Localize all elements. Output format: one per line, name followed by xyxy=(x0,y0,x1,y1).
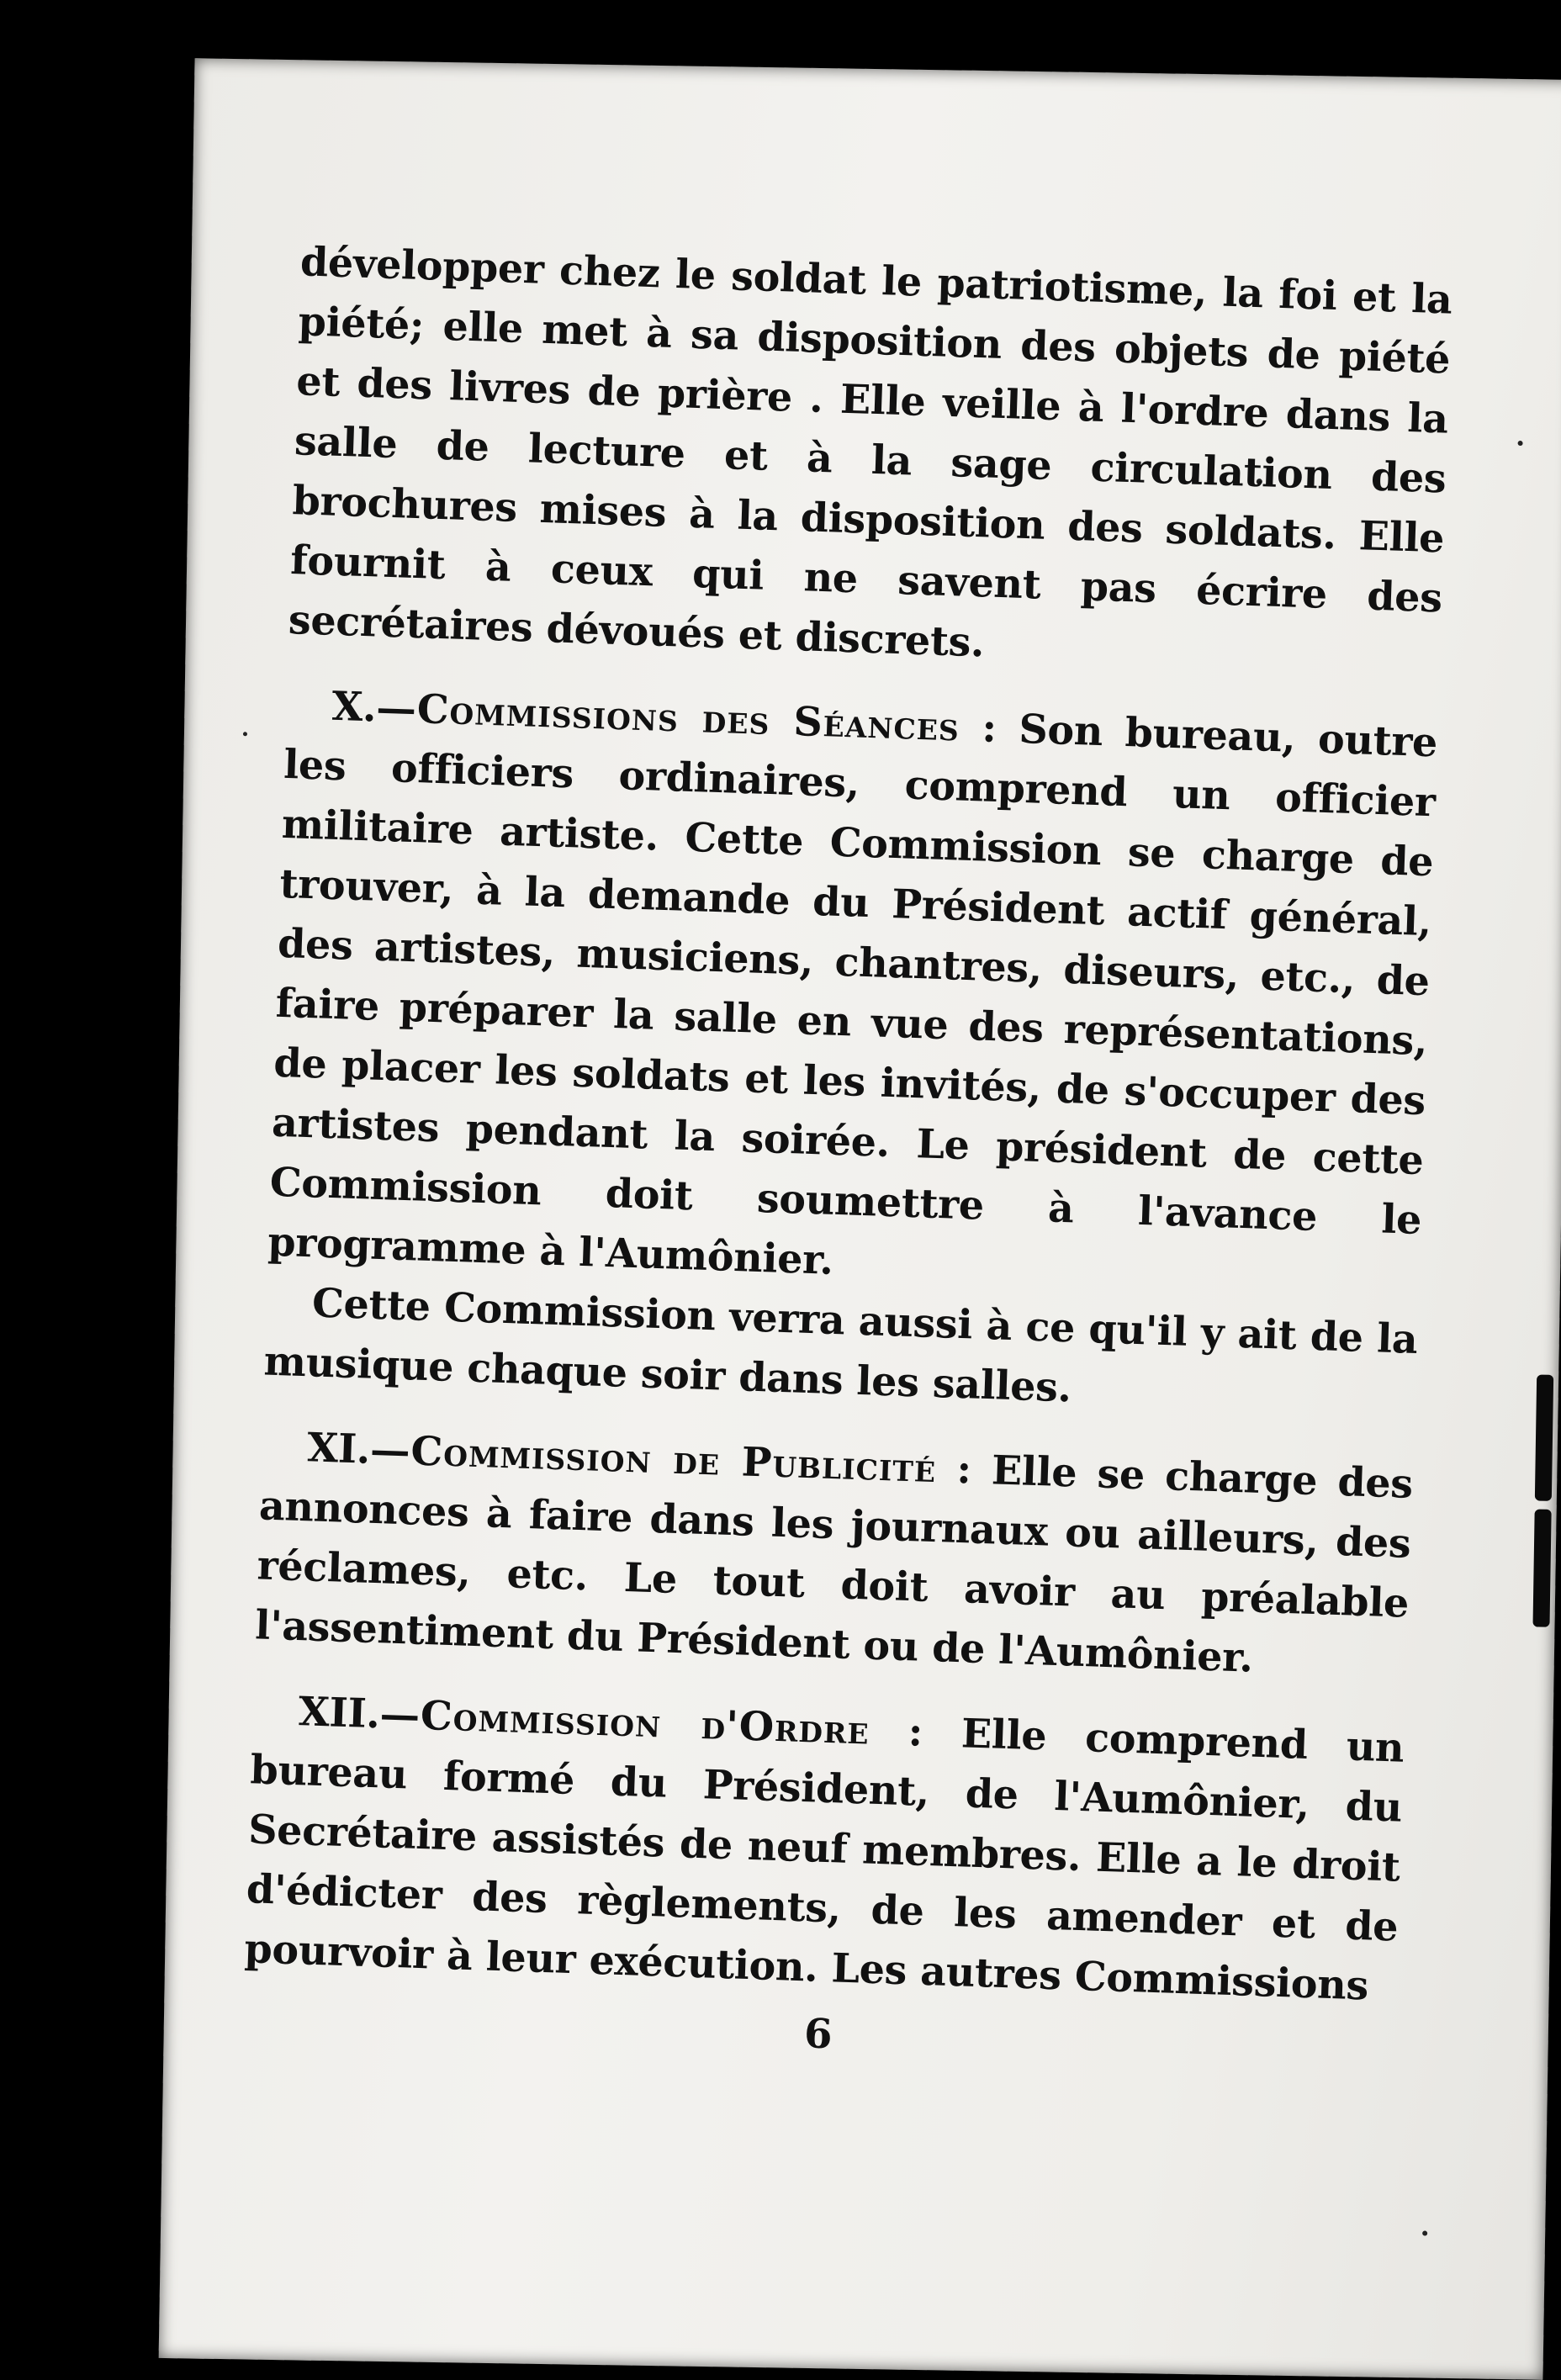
section-body: : Elle se charge des annonces à faire dans les journaux ou ailleurs, des réclames, etc. Le tout doit avoir au préalable l'assentiment du Président ou de l'Aumônier. xyxy=(254,1445,1414,1682)
ink-speck xyxy=(1422,2230,1427,2235)
body-text xyxy=(241,232,1453,2083)
paragraph-section-x-cont: Cette Commission verra aussi à ce qu'il y ait de la musique chaque soir dans les salles. xyxy=(262,1279,1419,1412)
ink-speck xyxy=(1518,441,1523,446)
section-number: X. xyxy=(331,682,378,732)
section-heading: —Commission de Publicité xyxy=(369,1425,938,1493)
paragraph-section-xi xyxy=(254,1416,1414,1693)
page-number: 6 xyxy=(803,2010,833,2059)
section-body: : Son bureau, outre les officiers ordinaires, comprend un officier militaire artiste. Cette Commission se charge de trouver, à la demande du Président actif général, des artistes, musiciens, chantres, diseurs, etc., de faire préparer la salle en vue des représentations, de placer les soldats et les invités, de s'occuper des artistes pendant la soirée. Le président de cette Commission doit soumettre à l'avance le programme à l'Aumônier. xyxy=(267,703,1438,1284)
section-number: XII. xyxy=(298,1688,381,1738)
section-heading: —Commissions des Séances xyxy=(375,684,960,751)
paragraph-intro: développer chez le soldat le patriotisme, la foi et la piété; elle met à sa disposition des objets de piété et des livres de prière . Elle veille à l'ordre dans la salle de lecture et à la sage circulation des brochures mises à la disposition des soldats. Elle fournit à ceux qui ne savent pas écrire des secrétaires dévoués et discrets. xyxy=(288,238,1453,667)
document-page xyxy=(159,58,1561,2380)
section-number: XI. xyxy=(306,1424,372,1473)
binding-mark xyxy=(1532,1509,1551,1626)
paragraph-section-xii xyxy=(243,1680,1405,2017)
ink-speck xyxy=(243,732,247,736)
section-heading: —Commission d'Ordre xyxy=(378,1690,870,1754)
section-body: : Elle comprend un bureau formé du Président, de l'Aumônier, du Secrétaire assistés de neuf membres. Elle a le droit d'édicter des règlements, de les amender et de pourvoir à leur exécution. Les autres Commissions xyxy=(243,1706,1405,2010)
paragraph-section-x xyxy=(267,675,1438,1310)
binding-mark xyxy=(1535,1374,1553,1500)
